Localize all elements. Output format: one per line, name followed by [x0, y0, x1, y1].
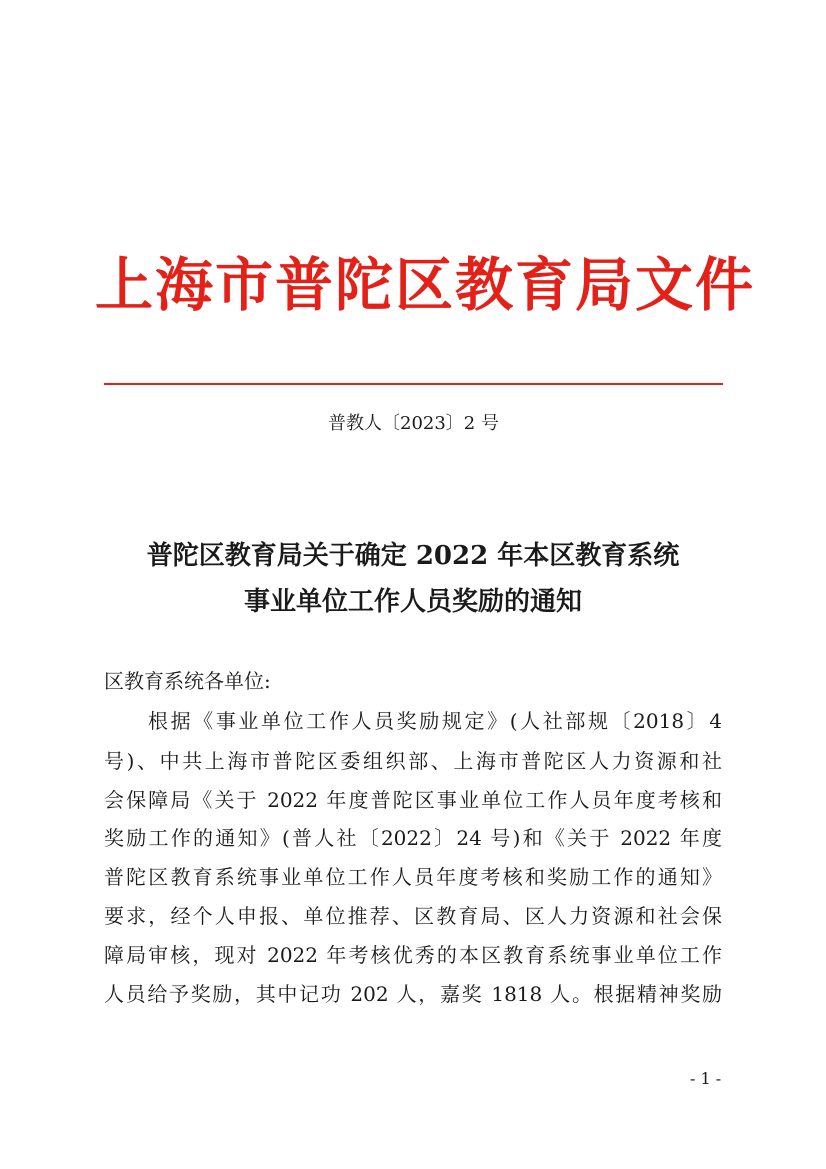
page-number: - 1 -	[690, 1069, 722, 1088]
body-text-line: 奖励工作的通知》(普人社〔2022〕24 号)和《关于 2022 年度	[104, 826, 722, 850]
body-text-line: 会保障局《关于 2022 年度普陀区事业单位工作人员年度考核和	[104, 788, 722, 812]
body-text-line: 根据《事业单位工作人员奖励规定》(人社部规〔2018〕4	[148, 709, 722, 733]
document-title-line-2: 事业单位工作人员奖励的通知	[243, 587, 582, 617]
body-text-line: 人员给予奖励，其中记功 202 人，嘉奖 1818 人。根据精神奖励	[104, 982, 722, 1006]
document-number: 普教人〔2023〕2 号	[328, 413, 499, 434]
red-divider-line	[104, 383, 723, 385]
body-text-line: 普陀区教育系统事业单位工作人员年度考核和奖励工作的通知》	[104, 865, 722, 889]
body-text-line: 号)、中共上海市普陀区委组织部、上海市普陀区人力资源和社	[104, 749, 722, 773]
document-title-line-1: 普陀区教育局关于确定 2022 年本区教育系统	[146, 541, 680, 571]
salutation: 区教育系统各单位:	[104, 669, 271, 693]
issuing-authority-header: 上海市普陀区教育局文件	[95, 251, 756, 319]
body-text-line: 障局审核，现对 2022 年考核优秀的本区教育系统事业单位工作	[104, 943, 722, 967]
body-text-line: 要求，经个人申报、单位推荐、区教育局、区人力资源和社会保	[104, 904, 722, 928]
